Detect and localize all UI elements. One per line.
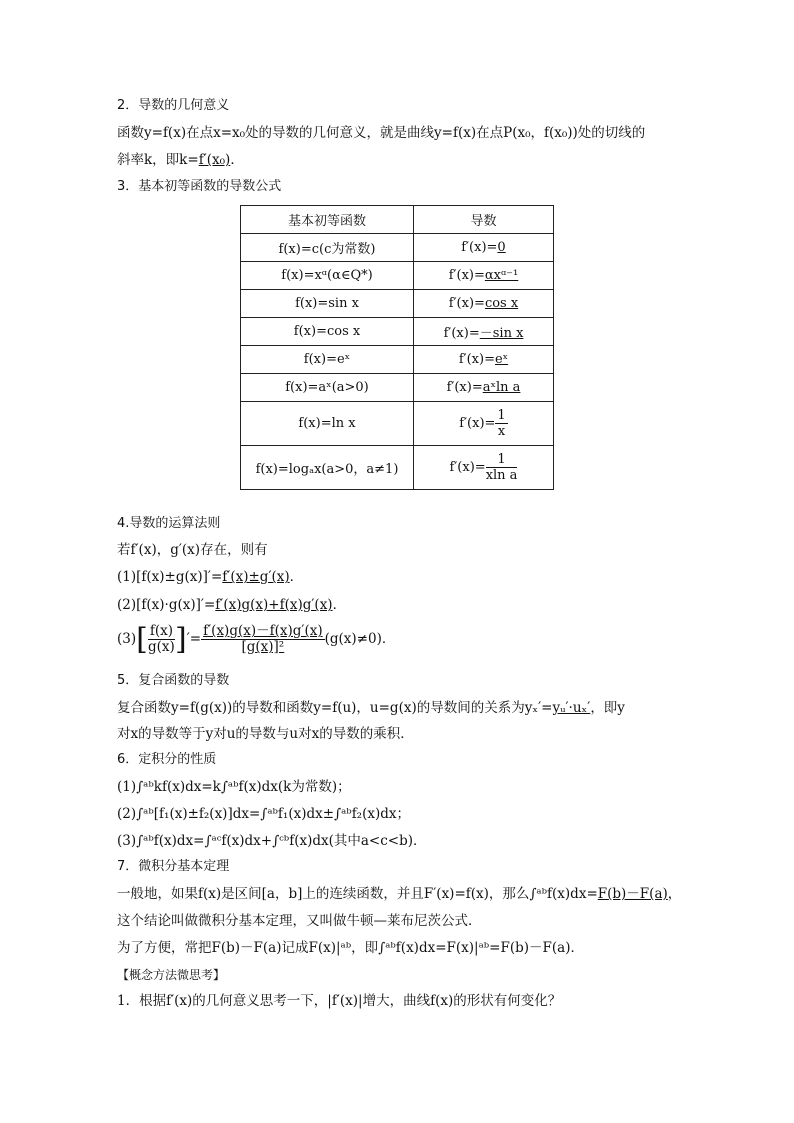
table-cell-derivative: [414, 234, 554, 262]
table-cell-derivative: [414, 374, 554, 402]
answer-blank: －sin x: [479, 326, 524, 341]
table-cell-function: f(x)=logₐx(a>0，a≠1): [241, 446, 414, 490]
table-cell-derivative: [414, 402, 554, 446]
table-cell-function: f(x)=eˣ: [241, 346, 414, 374]
fraction-denominator: [g(x)]²: [241, 639, 285, 655]
answer-blank: eˣ: [494, 352, 509, 367]
fraction-denominator: x: [497, 424, 506, 439]
answer-blank: 0: [497, 240, 506, 255]
integral-property-3: (3)∫ᵃᵇf(x)dx=∫ᵃᶜf(x)dx+∫ᶜᵇf(x)dx(其中a<c<b)．: [117, 833, 427, 849]
text: f′(x)=: [443, 326, 480, 341]
text: (2)[f(x)·g(x)]′=: [117, 597, 216, 613]
text: ．: [332, 597, 347, 613]
table-row: [241, 234, 554, 262]
table-cell-derivative: [414, 446, 554, 490]
answer-blank: aˣln a: [482, 380, 521, 395]
fraction-numerator: f(x): [149, 623, 173, 639]
fraction-numerator: 1: [497, 408, 506, 423]
table-cell-function: f(x)=ln x: [241, 402, 414, 446]
fraction: [486, 452, 518, 483]
text: f′(x)=: [458, 352, 495, 367]
section-7-paragraph-notation: 为了方便，常把F(b)－F(a)记成F(x)|ᵃᵇ，即∫ᵃᵇf(x)dx=F(x)|ᵃᵇ=F(b)－F(a)．: [117, 940, 584, 956]
answer-blank: f′(x₀): [198, 152, 231, 168]
fraction: [148, 624, 175, 655]
text: ，即y: [590, 700, 625, 716]
text: (g(x)≠0)．: [324, 631, 396, 647]
text: (1)[f(x)±g(x)]′=: [117, 569, 223, 585]
section-2-paragraph-cont: [117, 151, 244, 169]
section-7-title: 7．微积分基本定理: [117, 859, 230, 874]
fraction-numerator: f′(x)g(x)－f(x)g′(x): [203, 623, 323, 639]
answer-blank: f′(x)±g′(x): [222, 569, 290, 585]
section-5-paragraph-cont: 对x的导数等于y对u的导数与u对x的导数的乘积．: [117, 726, 414, 742]
table-row: [241, 318, 554, 346]
table-cell-derivative: [414, 290, 554, 318]
section-2-paragraph: 函数y=f(x)在点x=x₀处的导数的几何意义，就是曲线y=f(x)在点P(x₀，f(x₀))处的切线的: [117, 125, 646, 141]
fraction-denominator: g(x): [148, 639, 175, 655]
table-row: [241, 446, 554, 490]
concept-question-1: 1．根据f′(x)的几何意义思考一下，|f′(x)|增大，曲线f(x)的形状有何变化？: [117, 993, 562, 1009]
answer-blank: yᵤ′·uₓ′: [552, 700, 591, 716]
table-cell-function: f(x)=cos x: [241, 318, 414, 346]
text: f′(x)=: [448, 296, 485, 311]
answer-blank: αxᵅ⁻¹: [484, 268, 519, 283]
table-row: [241, 262, 554, 290]
rule-2: [117, 596, 346, 614]
integral-property-1: (1)∫ᵃᵇkf(x)dx=k∫ᵃᵇf(x)dx(k为常数)；: [117, 779, 351, 795]
rule-1: [117, 568, 303, 586]
table-row: [241, 346, 554, 374]
section-3-title: 3．基本初等函数的导数公式: [117, 179, 282, 194]
section-6-title: 6．定积分的性质: [117, 752, 217, 767]
table-cell-derivative: [414, 262, 554, 290]
table-header-function: 基本初等函数: [241, 206, 414, 234]
text: ．: [230, 152, 244, 168]
answer-fraction: [201, 624, 325, 655]
text: f′(x)=: [448, 268, 485, 283]
text: 斜率k，即k=: [117, 152, 199, 168]
text: (3): [117, 631, 137, 647]
table-row: [241, 402, 554, 446]
text: f′(x)=: [449, 460, 486, 475]
concept-title: 【概念方法微思考】: [117, 968, 226, 982]
table-cell-function: f(x)=xᵅ(α∈Q*): [241, 262, 414, 290]
fraction-numerator: 1: [486, 452, 518, 468]
table-row: [241, 290, 554, 318]
table-cell-derivative: [414, 346, 554, 374]
text: f′(x)=: [446, 380, 483, 395]
text: f′(x)=: [459, 416, 496, 431]
text: 一般地，如果f(x)是区间[a，b]上的连续函数，并且F′(x)=f(x)，那么∫ᵃᵇf(x)dx=: [117, 886, 598, 902]
text: f′(x)=: [461, 240, 498, 255]
table-header-derivative: 导数: [414, 206, 554, 234]
fraction: [495, 408, 507, 439]
section-2-title: 2．导数的几何意义: [117, 98, 230, 113]
integral-property-2: (2)∫ᵃᵇ[f₁(x)±f₂(x)]dx=∫ᵃᵇf₁(x)dx±∫ᵃᵇf₂(x)dx；: [117, 806, 410, 822]
answer-blank: f′(x)g(x)+f(x)g′(x): [215, 597, 333, 613]
table-cell-function: f(x)=aˣ(a>0): [241, 374, 414, 402]
rule-3: [117, 622, 395, 657]
table-row: [241, 374, 554, 402]
section-7-paragraph-cont: 这个结论叫做微积分基本定理，又叫做牛顿—莱布尼茨公式．: [117, 913, 482, 929]
text: ′=: [186, 631, 202, 647]
section-5-paragraph: [117, 699, 625, 717]
fraction-denominator: xln a: [485, 468, 518, 483]
text: 复合函数y=f(g(x))的导数和函数y=f(u)，u=g(x)的导数间的关系为yₓ′=: [117, 700, 553, 716]
left-bracket: [: [136, 621, 148, 657]
table-cell-derivative: [414, 318, 554, 346]
text: ，: [667, 886, 682, 902]
answer-blank: F(b)－F(a): [597, 886, 668, 902]
table-cell-function: f(x)=c(c为常数): [241, 234, 414, 262]
table-cell-function: f(x)=sin x: [241, 290, 414, 318]
derivative-formula-table: [240, 205, 554, 490]
section-5-title: 5．复合函数的导数: [117, 673, 230, 688]
section-7-paragraph: [117, 885, 681, 903]
section-4-intro: 若f′(x)，g′(x)存在，则有: [117, 542, 268, 558]
table-header-row: [241, 206, 554, 234]
answer-blank: cos x: [484, 296, 519, 311]
section-4-title: 4.导数的运算法则: [117, 516, 221, 531]
text: ．: [289, 569, 304, 585]
right-bracket: ]: [175, 621, 187, 657]
